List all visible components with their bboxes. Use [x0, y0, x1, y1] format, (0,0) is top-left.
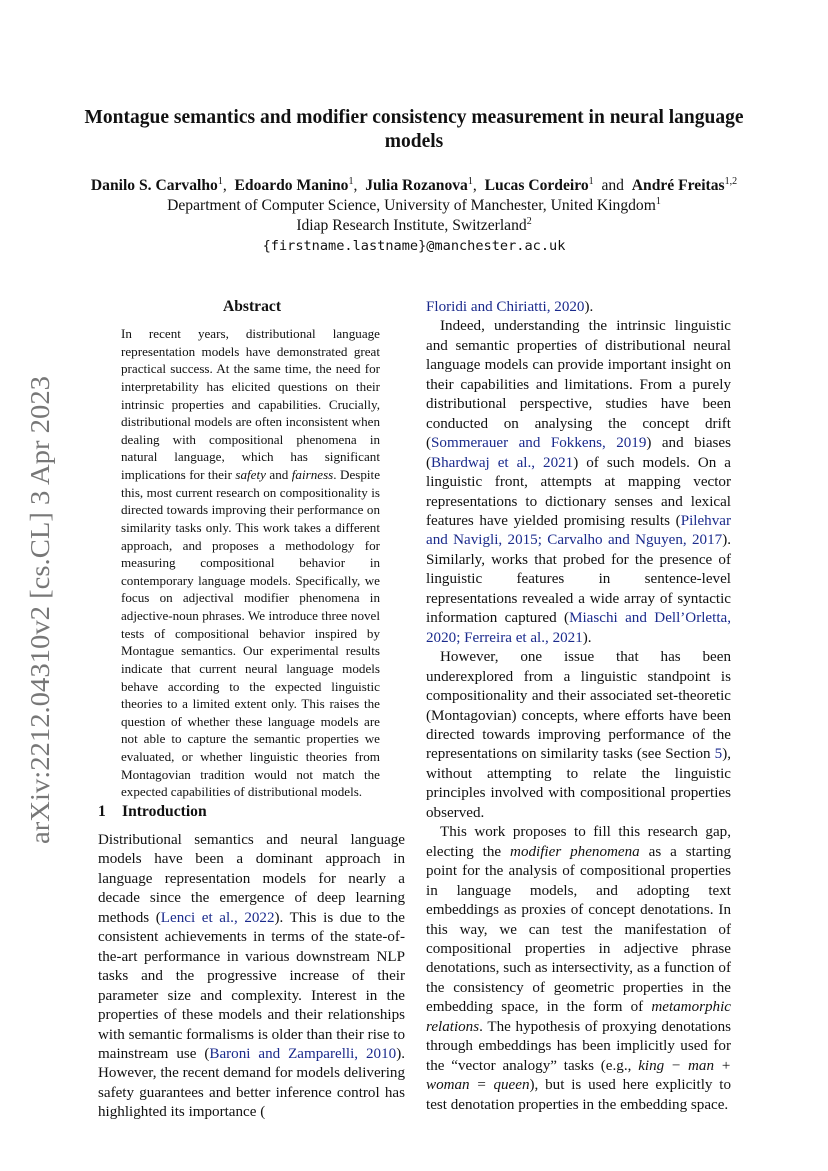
math-expression: king − man + woman = queen: [426, 1057, 732, 1094]
arxiv-identifier-stamp: [12, 370, 62, 850]
citation-link[interactable]: Miaschi and Dell’Orletta, 2020: [426, 610, 731, 646]
section-number: 1: [98, 803, 106, 820]
author-name: Lucas Cordeiro: [484, 177, 589, 194]
author-affiliation-mark: 1: [217, 175, 223, 187]
citation-link[interactable]: Floridi and Chiriatti, 2020: [426, 299, 585, 315]
section-heading: [98, 802, 207, 822]
author-name: Edoardo Manino: [234, 177, 349, 194]
author-name: André Freitas: [631, 177, 725, 194]
author-affiliation-mark: 1: [588, 175, 594, 187]
arxiv-stamp-text: arXiv:2212.04310v2 [cs.CL] 3 Apr 2023: [24, 394, 55, 844]
intro-column-right: [426, 298, 731, 1115]
author-affiliation-mark: 1,2: [724, 175, 738, 187]
paragraph: Indeed, understanding the intrinsic linguistic and semantic properties of distributional neural language models can provide important insight on their capabilities and limitations. From a purely distributional perspective, studies have been conducted on analysing the concept drift (Sommerauer and Fokkens, 2019) and biases (Bhardwaj et al., 2021) of such models. On a linguistic front, attempts at mapping vector representations to dictionary senses and lexical features have yielded promising results (Pilehvar and Navigli, 2015; Carvalho and Nguyen, 2017). Similarly, works that probed for the presence of linguistic features in sentence-level representations revealed a wide array of syntactic information captured (Miaschi and Dell’Orletta, 2020; Ferreira et al., 2021).: [426, 318, 732, 646]
citation-link[interactable]: Lenci et al., 2022: [160, 909, 275, 926]
citation-link[interactable]: Baroni and Zamparelli, 2010: [209, 1045, 397, 1062]
emphasis: safety: [235, 467, 266, 482]
citation-link[interactable]: Pilehvar and Navigli, 2015: [426, 512, 731, 549]
paragraph: However, one issue that has been underexplored from a linguistic standpoint is compositionality and their associated set-theoretic (Montagovian) concepts, where efforts have been directed towards improving performance of the representations on similarity tasks (see Section 5), without attempting to relate the linguistic principles involved with compositional properties observed.: [426, 649, 731, 821]
citation-link[interactable]: Bhardwaj et al., 2021: [431, 454, 574, 471]
citation-link[interactable]: Carvalho and Nguyen, 2017: [547, 532, 723, 549]
abstract-heading: Abstract: [222, 298, 282, 315]
author-conjunction: and: [601, 177, 624, 194]
author-list: Danilo S. Carvalho$^1$, Edoardo Manino$^1$, Julia Rozanova$^1$, Lucas Cordeiro$^1$ and André Freitas$^{1,2}$: [90, 175, 738, 194]
paragraph-continued: Floridi and Chiriatti, 2020).: [426, 299, 594, 315]
author-name: Danilo S. Carvalho: [90, 177, 218, 194]
affiliation: Department of Computer Science, University of Manchester, United Kingdom$^1$: [167, 195, 661, 214]
paragraph: Distributional semantics and neural language models have been a dominant approach in language representation models for nearly a decade since the emergence of deep learning methods (Lenci et al., 2022). This is due to the consistent achievements in terms of the state-of-the-art performance in various downstream NLP tasks and the progressive increase of their parameter size and complexity. Interest in the properties of these models and their relationships with semantic formalisms is older than their rise to mainstream use (Baroni and Zamparelli, 2010). However, the recent demand for models delivering safety guarantees and better inference control has highlighted its importance (: [98, 832, 406, 1121]
emphasis: fairness: [291, 467, 334, 482]
intro-column-left: [98, 831, 405, 1123]
paragraph: This work proposes to fill this research gap, electing the modifier phenomena as a starting point for the analysis of compositional properties in language models, and adopting text embeddings as proxies of concept denotations. In this way, we can test the manifestation of compositional properties in adjective phrase denotations, such as intersectivity, as a function of the consistency of geometric properties in the embedding space, in the form of metamorphic relations. The hypothesis of proxying denotations through embeddings has been implicitly used for the “vector analogy” tasks (e.g., king − man + woman = queen), but is used here explicitly to test denotation properties in the embedding space.: [426, 824, 732, 1113]
emphasis: metamorphic relations: [426, 999, 731, 1035]
citation-link[interactable]: Sommerauer and Fokkens, 2019: [431, 435, 647, 452]
paper-title: Montague semantics and modifier consistency measurement in neural language models: [84, 107, 744, 152]
emphasis: modifier phenomena: [510, 843, 640, 860]
section-reference-link[interactable]: 5: [714, 746, 723, 763]
affiliation: Idiap Research Institute, Switzerland$^2$: [296, 215, 532, 234]
author-affiliation-mark: 1: [348, 175, 354, 187]
author-affiliation-mark: 1: [467, 175, 473, 187]
author-name: Julia Rozanova: [365, 177, 468, 194]
author-email: {firstname.lastname}@manchester.ac.uk: [262, 238, 566, 254]
section-title: Introduction: [122, 803, 207, 820]
citation-link[interactable]: Ferreira et al., 2021: [464, 629, 583, 646]
abstract-body: In recent years, distributional language representation models have demonstrated great practical success. At the same time, the need for interpretability has elicited questions on their intrinsic properties and capabilities. Crucially, distributional models are often inconsistent when dealing with compositional phenomena in natural language, which has significant implications for their safety and fairness. Despite this, most current research on compositionality is directed towards improving their performance on similarity tasks only. This work takes a different approach, and proposes a methodology for measuring compositional behavior in contemporary language models. Specifically, we focus on adjectival modifier phenomena in adjective-noun phrases. We introduce three novel tests of compositional behavior inspired by Montague semantics. Our experimental results indicate that current neural language models behave according to the expected linguistic theories to a limited extent only. This raises the question of whether these language models are not able to capture the semantic properties we evaluated, or whether linguistic theories from Montagovian tradition would not match the expected capabilities of distributional models.: [121, 326, 381, 800]
